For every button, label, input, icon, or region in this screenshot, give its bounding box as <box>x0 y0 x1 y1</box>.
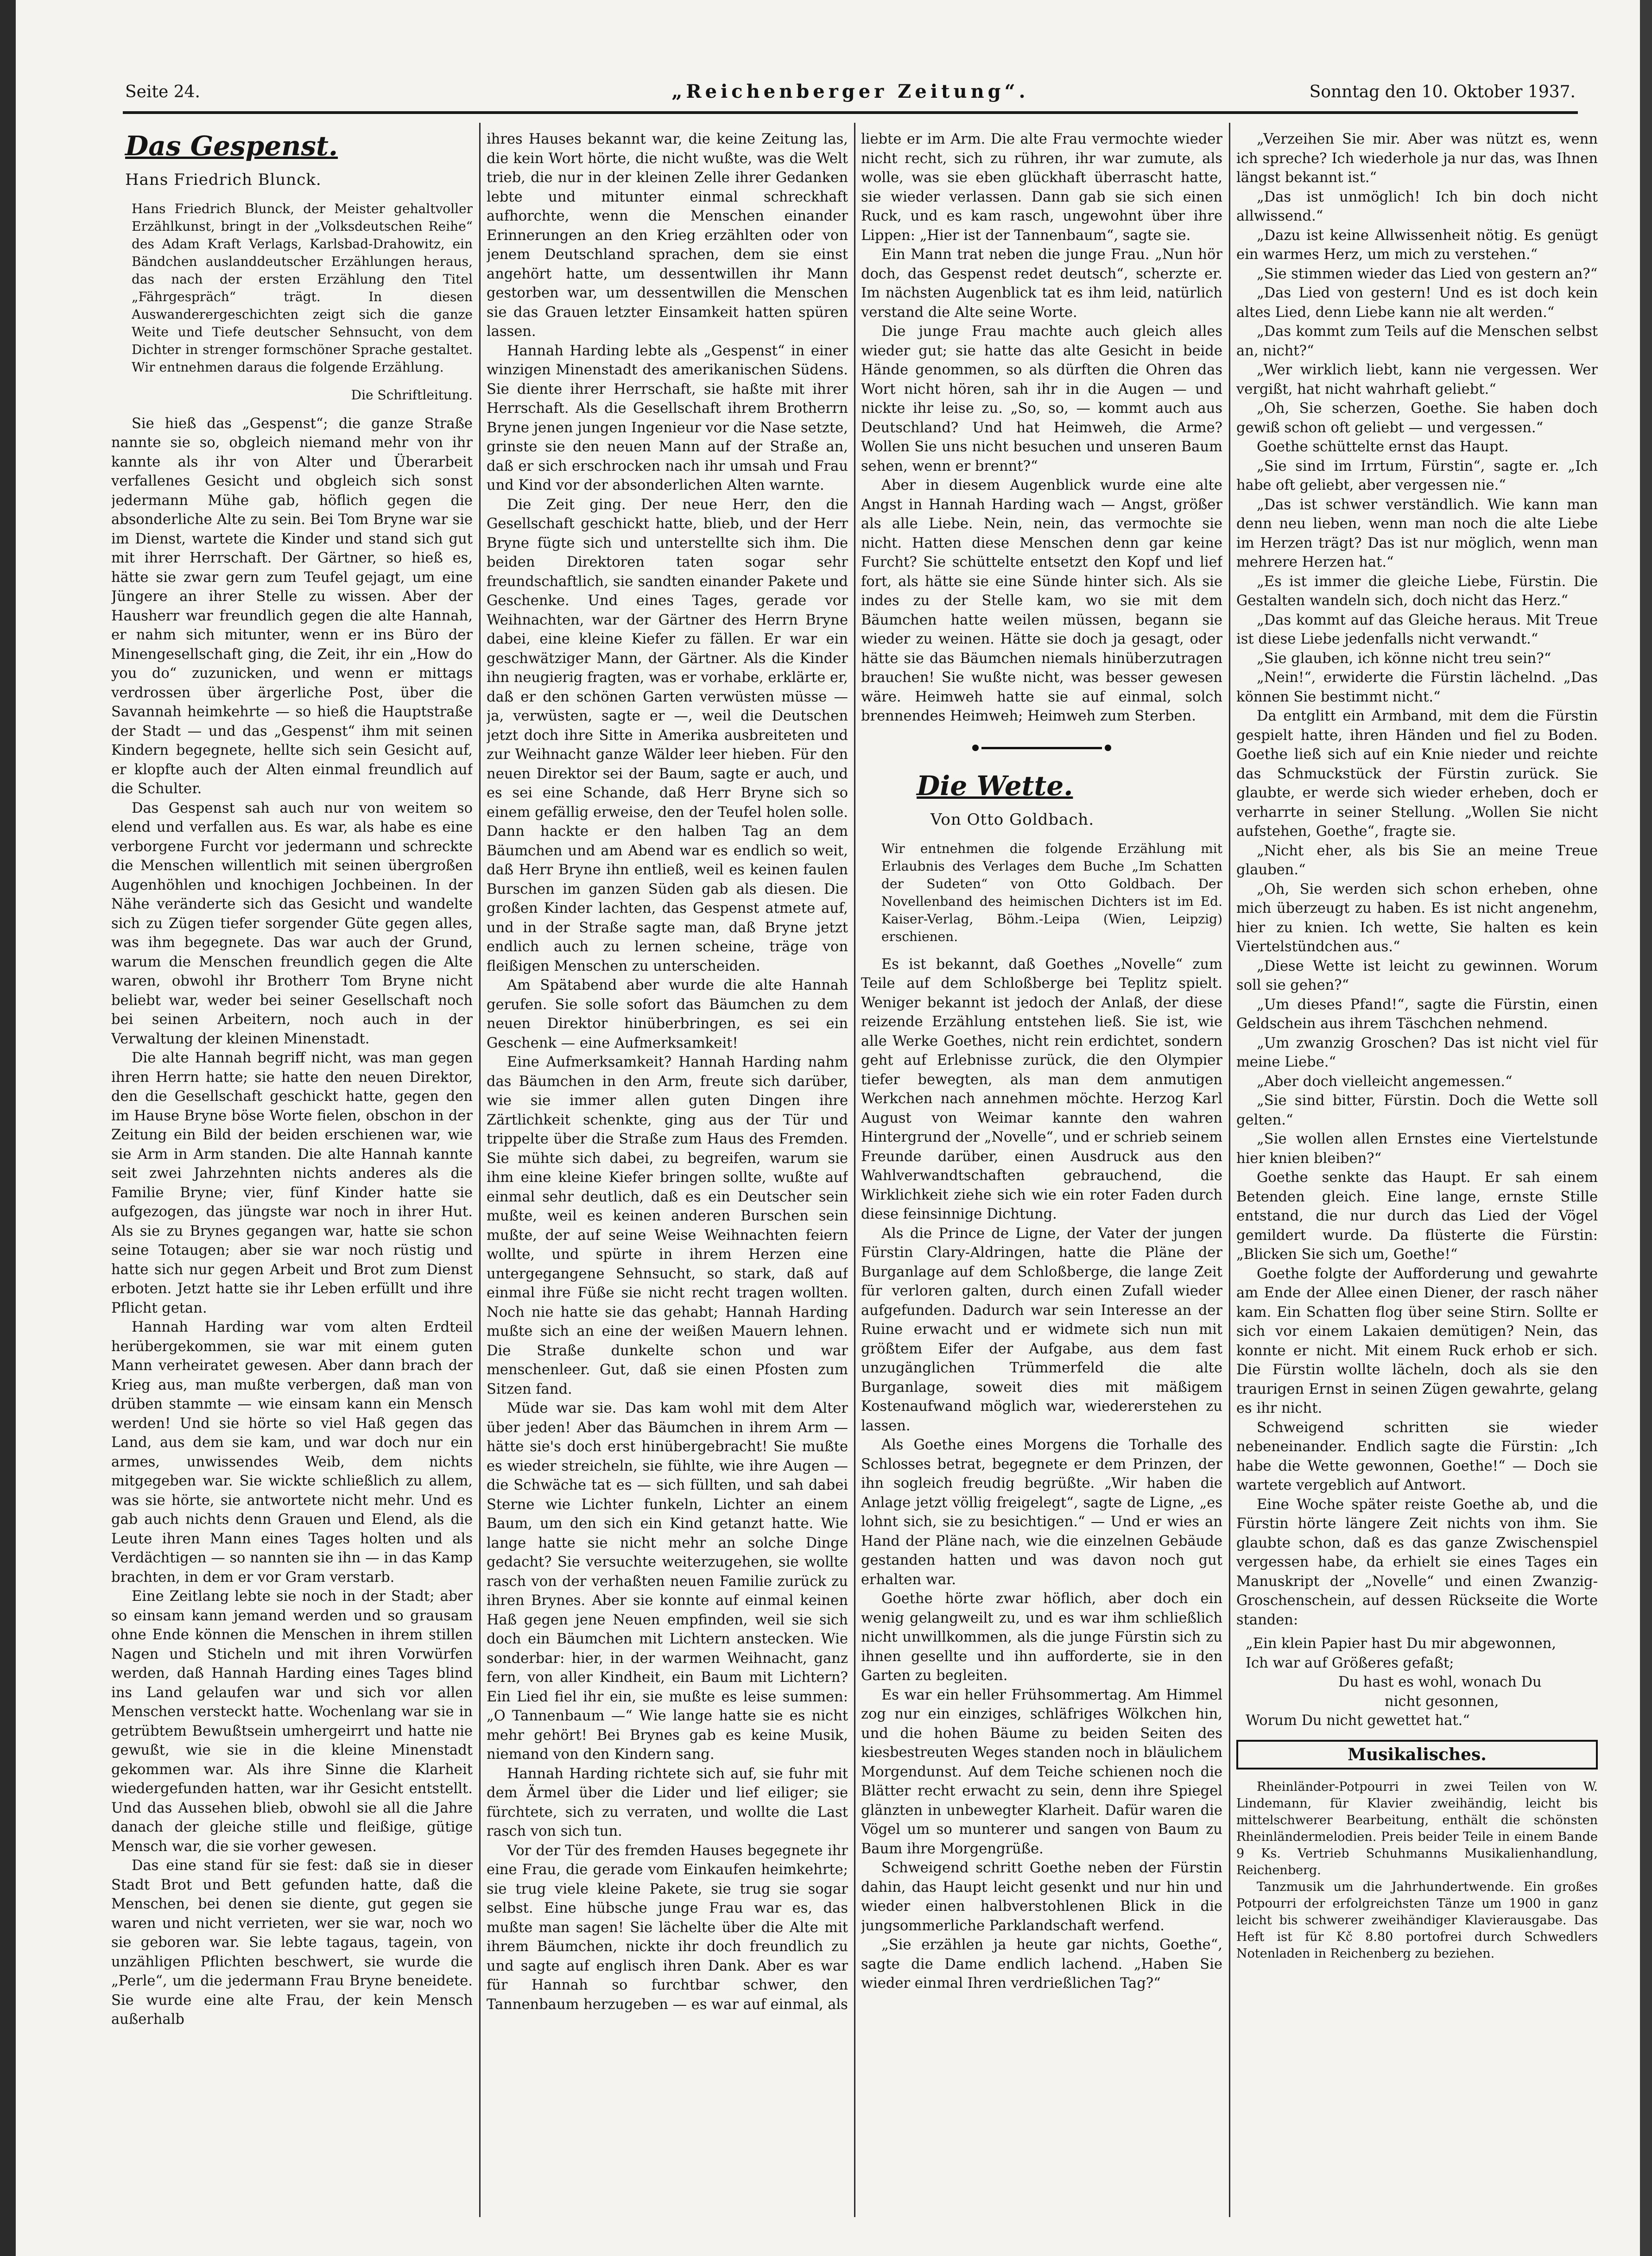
column-rule-1 <box>479 123 481 2217</box>
poem-line: Worum Du nicht gewettet hat.“ <box>1246 1713 1470 1729</box>
column-2 <box>487 130 848 2205</box>
paragraph: Ein Mann trat neben die junge Frau. „Nun hör doch, das Gespenst redet deutsch“, scherzte er. Im nächsten Augenblick tat es ihm leid, natürlich verstand die Alte seine Worte. <box>861 246 1222 321</box>
editor-signature: Die Schriftleitung. <box>351 387 473 403</box>
paragraph: „Nicht eher, als bis Sie an meine Treue glauben.“ <box>1236 842 1598 878</box>
poem-line: Ich war auf Größeres gefaßt; <box>1246 1655 1454 1671</box>
paragraph: Am Spätabend aber wurde die alte Hannah gerufen. Sie solle sofort das Bäumchen zu dem neuen Direktor hinüberbringen, es sei ein Geschenk — eine Aufmerksamkeit! <box>487 977 848 1051</box>
column-1 <box>111 130 473 2205</box>
paragraph: Sie hieß das „Gespenst“; die ganze Straße nannte sie so, obgleich niemand mehr von ihr kannte als ihr von Alter und Überarbeit verfallenes Gesicht und obgleich sich sonst jedermann Mühe gab, höflich gegen die absonderliche Alte zu sein. Bei Tom Bryne war sie im Dienst, wartete die Kinder und stand sich gut mit ihrer Herrschaft. Der Gärtner, so hieß es, hätte sie zwar gern zum Teufel gejagt, um eine Jüngere an ihrer Stelle zu wissen. Aber der Hausherr war freundlich gegen die alte Hannah, er nahm sich mitunter, wenn er ins Büro der Minengesellschaft ging, die Zeit, ihr ein „How do you do“ zuzunicken, und wenn er mittags verdrossen über ärgerliche Post, über die Savannah heimkehrte — so hieß die Hauptstraße der Stadt — und das „Gespenst“ ihm mit seinen Kindern begegnete, hellte sich sein Gesicht auf, er klopfte auch der Alten einmal freundlich auf die Schulter. <box>111 415 473 797</box>
paragraph: „Aber doch vielleicht angemessen.“ <box>1257 1073 1513 1090</box>
scan-edge-left <box>0 0 16 2256</box>
paragraph: Eine Zeitlang lebte sie noch in der Stadt; aber so einsam kann jemand werden und so grausam ohne Ende können die Menschen in ihrem stillen Nagen und Sticheln und mit ihren Vorwürfen werden, daß Hannah Harding eines Tages blind ins Land gelaufen war und sich vor allen Menschen versteckt hatte. Wochenlang war sie in getrübtem Bewußtsein umhergeirrt und hatte nie gewußt, wie sie in die kleine Minenstadt gekommen war. Als ihre Sinne die Klarheit wiedergefunden hatten, war ihr Gesicht entstellt. Und das Aussehen blieb, obwohl sie all die Jahre danach der gleiche stille und fleißige, gütige Mensch war, die sie vorher gewesen. <box>111 1588 473 1855</box>
paragraph: „Sie wollen allen Ernstes eine Viertelstunde hier knien bleiben?“ <box>1236 1131 1598 1167</box>
page-header <box>125 79 1576 107</box>
paragraph: Das eine stand für sie fest: daß sie in dieser Stadt Brot und Bett gefunden hatte, daß die Menschen, bei denen sie diente, gut gegen sie waren und nicht verrieten, wer sie war, noch wo sie geboren war. Sie lebte tagaus, tagein, von unzähligen Pflichten beschwert, sie wurde die „Perle“, um die jedermann Frau Bryne beneidete. Sie wurde eine alte Frau, der kein Mensch außerhalb <box>111 1858 473 2028</box>
music-notice: Rheinländer-Potpourri in zwei Teilen von W. Lindemann, für Klavier zweihändig, leicht bis mittelschwerer Bearbeitung, enthält die schönsten Rheinländermelodien. Preis beider Teile in einem Bande 9 Ks. Vertrieb Schuhmanns Musikalienhandlung, Reichenberg. <box>1236 1779 1598 1877</box>
paragraph: Hannah Harding war vom alten Erdteil herübergekommen, sie war mit einem guten Mann verheiratet gewesen. Aber dann brach der Krieg aus, man mußte verbergen, daß man von drüben stammte — wie einsam kann ein Mensch werden! Und sie hörte so viel Haß gegen das Land, aus dem sie kam, und war doch nur ein armes, unwissendes Weib, dem nichts mitgegeben war. Sie wickte schließlich zu allem, was sie hörte, sie antwortete nicht mehr. Und es gab auch nichts denn Grauen und Elend, als die Leute ihren Mann eines Tages holten und als Verdächtigen — so nannten sie ihn — in das Kamp brachten, in dem er vor Gram verstarb. <box>111 1319 473 1586</box>
paragraph: Goethe folgte der Aufforderung und gewahrte am Ende der Allee einen Diener, der rasch näher kam. Ein Schatten flog über seine Stirn. Sollte er sich vor einem Lakaien demütigen? Nein, das konnte er nicht. Mit einem Ruck erhob er sich. Die Fürstin wollte lächeln, doch als sie den traurigen Ernst in seinen Zügen gewahrte, gelang es ihr nicht. <box>1236 1265 1598 1416</box>
paragraph: Eine Woche später reiste Goethe ab, und die Fürstin hörte längere Zeit nichts von ihm. Sie glaubte schon, daß es das ganze Zwischenspiel vergessen habe, da erhielt sie eines Tages ein Manuskript der „Novelle“ und einen Zwanzig-Groschenschein, auf dessen Rückseite die Worte standen: <box>1236 1496 1598 1628</box>
paragraph: „Sie sind im Irrtum, Fürstin“, sagte er. „Ich habe oft geliebt, aber vergessen nie.“ <box>1236 458 1598 493</box>
paragraph: „Sie stimmen wieder das Lied von gestern an?“ <box>1257 265 1598 282</box>
paragraph: „Um zwanzig Groschen? Das ist nicht viel für meine Liebe.“ <box>1236 1035 1598 1070</box>
poem-line: „Ein klein Papier hast Du mir abgewonnen, <box>1246 1636 1557 1652</box>
paragraph: „Das ist schwer verständlich. Wie kann man denn neu lieben, wenn man noch die alte Liebe im Herzen trägt? Das ist nur möglich, wenn man mehrere Herzen hat.“ <box>1236 496 1598 570</box>
paragraph: ihres Hauses bekannt war, die keine Zeitung las, die kein Wort hörte, die nicht wußte, was die Welt trieb, die nur in der kleinen Zelle ihrer Gedanken lebte und mitunter einmal schreckhaft aufhorchte, wenn die Menschen einander Erinnerungen an den Krieg erzählten oder von jenem Deutschland sprachen, dem sie einst angehört hatte, um dessentwillen ihr Mann gestorben war, um dessentwillen die Menschen sie das Grauen letzter Einsamkeit hatten spüren lassen. <box>487 131 848 340</box>
story-title-wette: Die Wette. <box>917 770 1073 802</box>
paragraph: „Diese Wette ist leicht zu gewinnen. Worum soll sie gehen?“ <box>1236 958 1598 993</box>
masthead: „Reichenberger Zeitung“. <box>671 81 1029 102</box>
paragraph: „Das ist unmöglich! Ich bin doch nicht allwissend.“ <box>1236 189 1598 224</box>
paragraph: „Um dieses Pfand!“, sagte die Fürstin, einen Geldschein aus ihrem Täschchen nehmend. <box>1236 996 1598 1032</box>
story-intro: Wir entnehmen die folgende Erzählung mit Erlaubnis des Verlages dem Buche „Im Schatten der Sudeten“ von Otto Goldbach. Der Novellenband des heimischen Dichters ist im Ed. Kaiser-Verlag, Böhm.-Leipa (Wien, Leipzig) erschienen. <box>881 840 1222 944</box>
paragraph: „Sie sind bitter, Fürstin. Doch die Wette soll gelten.“ <box>1236 1093 1598 1128</box>
section-heading-music: Musikalisches. <box>1236 1740 1598 1769</box>
paragraph: Es war ein heller Frühsommertag. Am Himmel zog nur ein einziges, schläfriges Wölkchen hin, und die hohen Bäume zu beiden Seiten des kiesbestreuten Weges standen noch in bläulichem Morgendunst. Auf dem Teiche schienen noch die Blätter recht erwacht zu sein, denn ihre Spiegel glänzten in unbewegter Klarheit. Dafür waren die Vögel um so munterer und sangen von Baum zu Baum ihre Morgengrüße. <box>861 1687 1222 1857</box>
paragraph: Da entglitt ein Armband, mit dem die Fürstin gespielt hatte, ihren Händen und fiel zu Boden. Goethe ließ sich auf ein Knie nieder und reichte das Schmuckstück der Fürstin zurück. Sie glaubte, er werde sich wieder erheben, doch er verharrte in seiner Stellung. „Wollen Sie nicht aufstehen, Goethe“, fragte sie. <box>1236 708 1598 840</box>
paragraph: „Das Lied von gestern! Und es ist doch kein altes Lied, denn Liebe kann nie alt werden.“ <box>1236 285 1598 321</box>
paragraph: „Das kommt zum Teils auf die Menschen selbst an, nicht?“ <box>1236 323 1598 359</box>
story-title-gespenst: Das Gespenst. <box>125 130 338 162</box>
paragraph: Die Zeit ging. Der neue Herr, den die Gesellschaft geschickt hatte, blieb, und der Herr Bryne fügte sich und unterstellte sich ihm. Die beiden Direktoren taten sogar sehr freundschaftlich, sie sandten einander Pakete und Geschenke. Und eines Tages, gerade vor Weihnachten, war der Gärtner des Herrn Bryne dabei, eine kleine Kiefer zu fällen. Er war ein geschwätziger Mann, der Gärtner. Als die Kinder ihn neugierig fragten, was er vorhabe, erklärte er, daß er den schönen Garten verwüsten müsse — ja, verwüsten, sagte er —, weil die Deutschen jetzt doch ihre Sitte in Amerika ausbreiteten und zur Weihnacht ganze Wälder leer hieben. Für den neuen Direktor sei der Baum, sagte er auch, und es sei eine Schande, daß Herr Bryne sich so einem gefällig erweise, den der Teufel holen solle. Dann hackte er den halben Tag an dem Bäumchen und am Abend war es endlich so weit, daß Herr Bryne ihn entließ, weil es keinen faulen Burschen im ganzen Süden gab als diesen. Die großen Kinder lachten, das Gespenst atmete auf, und in der Straße sagte man, daß Bryne jetzt endlich auch zu lernen scheine, träge von fleißigen Menschen zu unterscheiden. <box>487 496 848 974</box>
paragraph: Als die Prince de Ligne, der Vater der jungen Fürstin Clary-Aldringen, hatte die Pläne der Burganlage auf dem Schloßberge, die lange Zeit für verloren galten, durch einen Zufall wieder aufgefunden. Dadurch war sein Interesse an der Ruine erwacht und er widmete sich nun mit größtem Eifer der Aufgabe, aus dem fast unzugänglichen Trümmerfeld die alte Burganlage, soweit dies mit mäßigem Kostenaufwand möglich war, wiedererstehen zu lassen. <box>861 1225 1222 1434</box>
paragraph: „Sie erzählen ja heute gar nichts, Goethe“, sagte die Dame endlich lachend. „Haben Sie wieder einmal Ihren verdrießlichen Tag?“ <box>861 1937 1222 1991</box>
poem-line: nicht gesonnen, <box>1385 1693 1499 1710</box>
header-rule <box>123 111 1578 114</box>
story-author-blunck: Hans Friedrich Blunck. <box>125 171 322 189</box>
column-rule-3 <box>1229 123 1230 2217</box>
poem-line: Du hast es wohl, wonach Du <box>1338 1674 1542 1690</box>
paragraph: Goethe senkte das Haupt. Er sah einem Betenden gleich. Eine lange, ernste Stille entstand, die nur durch das Lied der Vögel gemildert wurde. Da flüsterte die Fürstin: „Blicken Sie sich um, Goethe!“ <box>1236 1169 1598 1263</box>
story-divider <box>972 745 1111 751</box>
paragraph: „Nein!“, erwiderte die Fürstin lächelnd. „Das können Sie bestimmt nicht.“ <box>1236 670 1598 705</box>
page-number: Seite 24. <box>125 82 200 101</box>
paragraph: Müde war sie. Das kam wohl mit dem Alter über jeden! Aber das Bäumchen in ihrem Arm — hätte sie's doch erst hinübergebracht! Sie mußte es wieder streicheln, sie fühlte, wie ihre Augen — die Schwäche tat es — sich füllten, und sah dabei Sterne wie Lichter funkeln, Lichter an einem Baum, um den sich ein Kind getanzt hatte. Wie lange hatte sie nicht mehr an solche Dinge gedacht? Sie versuchte weiterzugehen, sie wollte rasch von der verhaßten neuen Familie zurück zu ihren Brynes. Aber sie konnte auf einmal keinen Haß gegen jene Neuen empfinden, weil sie sich doch ein Bäumchen mit Lichtern anstecken. Wie sonderbar: hier, in der warmen Weihnacht, ganz fern, von aller Kindheit, ein Baum mit Lichtern? Ein Lied fiel ihr ein, sie mußte es leise summen: „O Tannenbaum —“ Wie lange hatte sie es nicht mehr gehört! Bei Brynes gab es keine Musik, niemand von den Kindern sang. <box>487 1400 848 1763</box>
paragraph: „Sie glauben, ich könne nicht treu sein?“ <box>1257 650 1551 667</box>
paragraph: Als Goethe eines Morgens die Torhalle des Schlosses betrat, begegnete er dem Prinzen, der ihn sogleich freudig begrüßte. „Wir haben die Anlage jetzt völlig freigelegt“, sagte de Ligne, „es lohnt sich, sie zu besichtigen.“ — Und er wies an Hand der Pläne nach, wie die einzelnen Gebäude gestanden hatten und was davon noch gut erhalten war. <box>861 1437 1222 1588</box>
column-3 <box>861 130 1222 2205</box>
paragraph: „Das kommt auf das Gleiche heraus. Mit Treue ist diese Liebe jedenfalls nicht verwandt.“ <box>1236 612 1598 647</box>
column-4 <box>1236 130 1598 2205</box>
paragraph: liebte er im Arm. Die alte Frau vermochte wieder nicht recht, sich zu rühren, ihr war zumute, als wolle, was sie eben glückhaft überrascht hatte, sie wieder verlassen. Dann gab sie sich einen Ruck, und es kam rasch, ungewohnt über ihre Lippen: „Hier ist der Tannenbaum“, sagte sie. <box>861 131 1222 244</box>
issue-date: Sonntag den 10. Oktober 1937. <box>1309 82 1576 101</box>
story-author-goldbach: Von Otto Goldbach. <box>930 810 1095 829</box>
paragraph: Schweigend schritten sie wieder nebeneinander. Endlich sagte die Fürstin: „Ich habe die Wette gewonnen, Goethe!“ — Doch sie wartete vergeblich auf Antwort. <box>1236 1419 1598 1493</box>
paragraph: Die alte Hannah begriff nicht, was man gegen ihren Herrn hatte; sie hatte den neuen Direktor, den die Gesellschaft geschickt hatte, gegen den im Hause Bryne böse Worte fielen, obschon in der Zeitung ein Bild der beiden erschienen war, wie sie Arm in Arm standen. Die alte Hannah kannte seit zwei Jahrzehnten nichts anderes als die Familie Bryne; vier, fünf Kinder hatte sie aufgezogen, das jüngste war noch in ihrer Hut. Als sie zu Brynes gegangen war, hatte sie schon seine Totaugen; aber sie war noch rüstig und hatte sich nur gegen Arbeit und Brot zum Dienst erboten. Jetzt hatte sie ihr Leben erfüllt und ihre Pflicht getan. <box>111 1050 473 1316</box>
paragraph: Goethe schüttelte ernst das Haupt. <box>1257 439 1509 455</box>
music-notice: Tanzmusik um die Jahrhundertwende. Ein großes Potpourri der erfolgreichsten Tänze um 1900 in ganz leicht bis schwerer zweihändiger Klavierausgabe. Das Heft ist für Kč 8.80 portofrei durch Schwedlers Notenladen in Reichenberg zu beziehen. <box>1236 1879 1598 1961</box>
paragraph: Aber in diesem Augenblick wurde eine alte Angst in Hannah Harding wach — Angst, größer als alle Liebe. Nein, nein, das vermochte sie nicht. Hatten diese Menschen denn gar keine Furcht? Sie schüttelte entsetzt den Kopf und lief fort, als hätte sie eine Sünde hinter sich. Als sie indes zu der Stelle kam, wo sie mit dem Bäumchen hatte weilen müssen, begann sie wieder zu weinen. Hätte sie doch ja gesagt, oder hätte sie das Bäumchen niemals hinüberzutragen brauchen! Sie wußte nicht, was besser gewesen wäre. Heimweh hatte sie auf einmal, solch brennendes Heimweh; Heimweh zum Sterben. <box>861 477 1222 724</box>
paragraph: „Es ist immer die gleiche Liebe, Fürstin. Die Gestalten wandeln sich, doch nicht das Herz.“ <box>1236 573 1598 609</box>
story-intro: Hans Friedrich Blunck, der Meister gehaltvoller Erzählkunst, bringt in der „Volksdeutschen Reihe“ des Adam Kraft Verlags, Karlsbad-Drahowitz, ein Bändchen auslanddeutscher Erzählungen heraus, das nach der ersten Erzählung den Titel „Fährgespräch“ trägt. In diesen Auswanderergeschichten zeigt sich die ganze Weite und Tiefe deutscher Sehnsucht, von dem Dichter in strenger formschöner Sprache gestaltet. Wir entnehmen daraus die folgende Erzählung. <box>132 201 473 375</box>
column-rule-2 <box>854 123 855 2217</box>
paragraph: Vor der Tür des fremden Hauses begegnete ihr eine Frau, die gerade vom Einkaufen heimkehrte; sie trug viele kleine Pakete, sie trug sie sogar selbst. Eine hübsche junge Frau war es, das mußte man sagen! Sie lächelte über die Alte mit ihrem Bäumchen, nickte ihr doch freundlich zu und sagte auf englisch ihren Dank. Aber es war für Hannah so furchtbar schwer, den Tannenbaum herzugeben — es war auf einmal, als <box>487 1842 848 2013</box>
paragraph: „Oh, Sie werden sich schon erheben, ohne mich überzeugt zu haben. Es ist nicht angenehm, hier zu knien. Ich wette, Sie halten es kein Viertelstündchen aus.“ <box>1236 881 1598 955</box>
paragraph: „Oh, Sie scherzen, Goethe. Sie haben doch gewiß schon oft geliebt — und vergessen.“ <box>1236 400 1598 436</box>
paragraph: Schweigend schritt Goethe neben der Fürstin dahin, das Haupt leicht gesenkt und nur hin und wieder einen halbverstohlenen Blick in die jungsommerliche Parklandschaft werfend. <box>861 1860 1222 1934</box>
paragraph: „Dazu ist keine Allwissenheit nötig. Es genügt ein warmes Herz, um mich zu verstehen.“ <box>1236 227 1598 263</box>
paragraph: Eine Aufmerksamkeit? Hannah Harding nahm das Bäumchen in den Arm, freute sich darüber, wie sie immer allen guten Dingen ihre Zärtlichkeit schenkte, ging aus der Tür und trippelte über die Straße zum Haus des Fremden. Sie mühte sich dabei, zu begreifen, warum sie ihm eine kleine Kiefer bringen sollte, wußte auf einmal sehr deutlich, daß es ein Deutscher sein mußte, weil es keinen anderen Burschen sein mußte, der auf seine Weise Weihnachten feiern wollte, und spürte in ihrem Herzen eine untergegangene Sehnsucht, so stark, daß auf einmal ihre Füße sie nicht recht tragen wollten. Noch nie hatte sie das gehabt; Hannah Harding mußte sich an eine der weißen Mauern lehnen. Die Straße dunkelte schon und war menschenleer. Gut, daß sie einen Pfosten zum Sitzen fand. <box>487 1054 848 1397</box>
paragraph: Das Gespenst sah auch nur von weitem so elend und verfallen aus. Es war, als habe es eine verborgene Furcht vor jedermann und schreckte die Menschen willentlich mit seinen übergroßen Augenhöhlen und knochigen Jochbeinen. In der Nähe veränderte sich das Gesicht und wandelte sich zu Zügen tiefer sorgender Güte gegen alles, was ihm begegnete. Das war auch der Grund, warum die Menschen freundlich gegen die Alte waren, obwohl ihr Brotherr Tom Bryne nicht beliebt war, weder bei seiner Gesellschaft noch bei seinen Arbeitern, noch auch in der Verwaltung der kleinen Minenstadt. <box>111 800 473 1047</box>
paragraph: „Wer wirklich liebt, kann nie vergessen. Wer vergißt, hat nicht wahrhaft geliebt.“ <box>1236 362 1598 398</box>
paragraph: Die junge Frau machte auch gleich alles wieder gut; sie hatte das alte Gesicht in beide Hände genommen, so als dürften die Ohren das Wort nicht hören, sah ihr in die Augen — und nickte ihr leise zu. „So, so, — kommt auch aus Deutschland? Und hat Heimweh, die Arme? Wollen Sie uns nicht besuchen und unseren Baum sehen, wenn er brennt?“ <box>861 323 1222 474</box>
paragraph: „Verzeihen Sie mir. Aber was nützt es, wenn ich spreche? Ich wiederhole ja nur das, was Ihnen längst bekannt ist.“ <box>1236 131 1598 186</box>
scan-edge-right <box>1640 0 1652 2256</box>
paragraph: Hannah Harding lebte als „Gespenst“ in einer winzigen Minenstadt des amerikanischen Südens. Sie diente ihrer Herrschaft, sie haßte mit ihrer Herrschaft. Als die Gesellschaft ihrem Brotherrn Bryne jenen jungen Ingenieur vor die Nase setzte, grinste sie den neuen Mann auf der Straße an, daß er sich erschrocken nach ihr umsah und Frau und Kind vor der absonderlichen Alten warnte. <box>487 342 848 493</box>
paragraph: Es ist bekannt, daß Goethes „Novelle“ zum Teile auf dem Schloßberge bei Teplitz spielt. Weniger bekannt ist jedoch der Anlaß, der diese reizende Erzählung entstehen ließ. Sie ist, wie alle Werke Goethes, nicht rein erdichtet, sondern geht auf Erlebnisse zurück, die den Olympier tiefer bewegten, als man dem anmutigen Werkchen nach annehmen möchte. Herzog Karl August von Weimar kannte den wahren Hintergrund der „Novelle“, und er schrieb seinem Freunde darüber, einen Ausdruck aus den Wahlverwandtschaften gebrauchend, die Wirklichkeit ziehe sich wie ein roter Faden durch diese feinsinnige Dichtung. <box>861 956 1222 1222</box>
paragraph: Goethe hörte zwar höflich, aber doch ein wenig gelangweilt zu, und es war ihm schließlich nicht unwillkommen, als die junge Fürstin sich zu ihnen gesellte und ihn aufforderte, sie in den Garten zu begleiten. <box>861 1591 1222 1684</box>
poem <box>1246 1634 1598 1731</box>
paragraph: Hannah Harding richtete sich auf, sie fuhr mit dem Ärmel über die Lider und lief eiliger; sie fürchtete, sich zu verraten, und wollte die Last rasch von sich tun. <box>487 1765 848 1839</box>
